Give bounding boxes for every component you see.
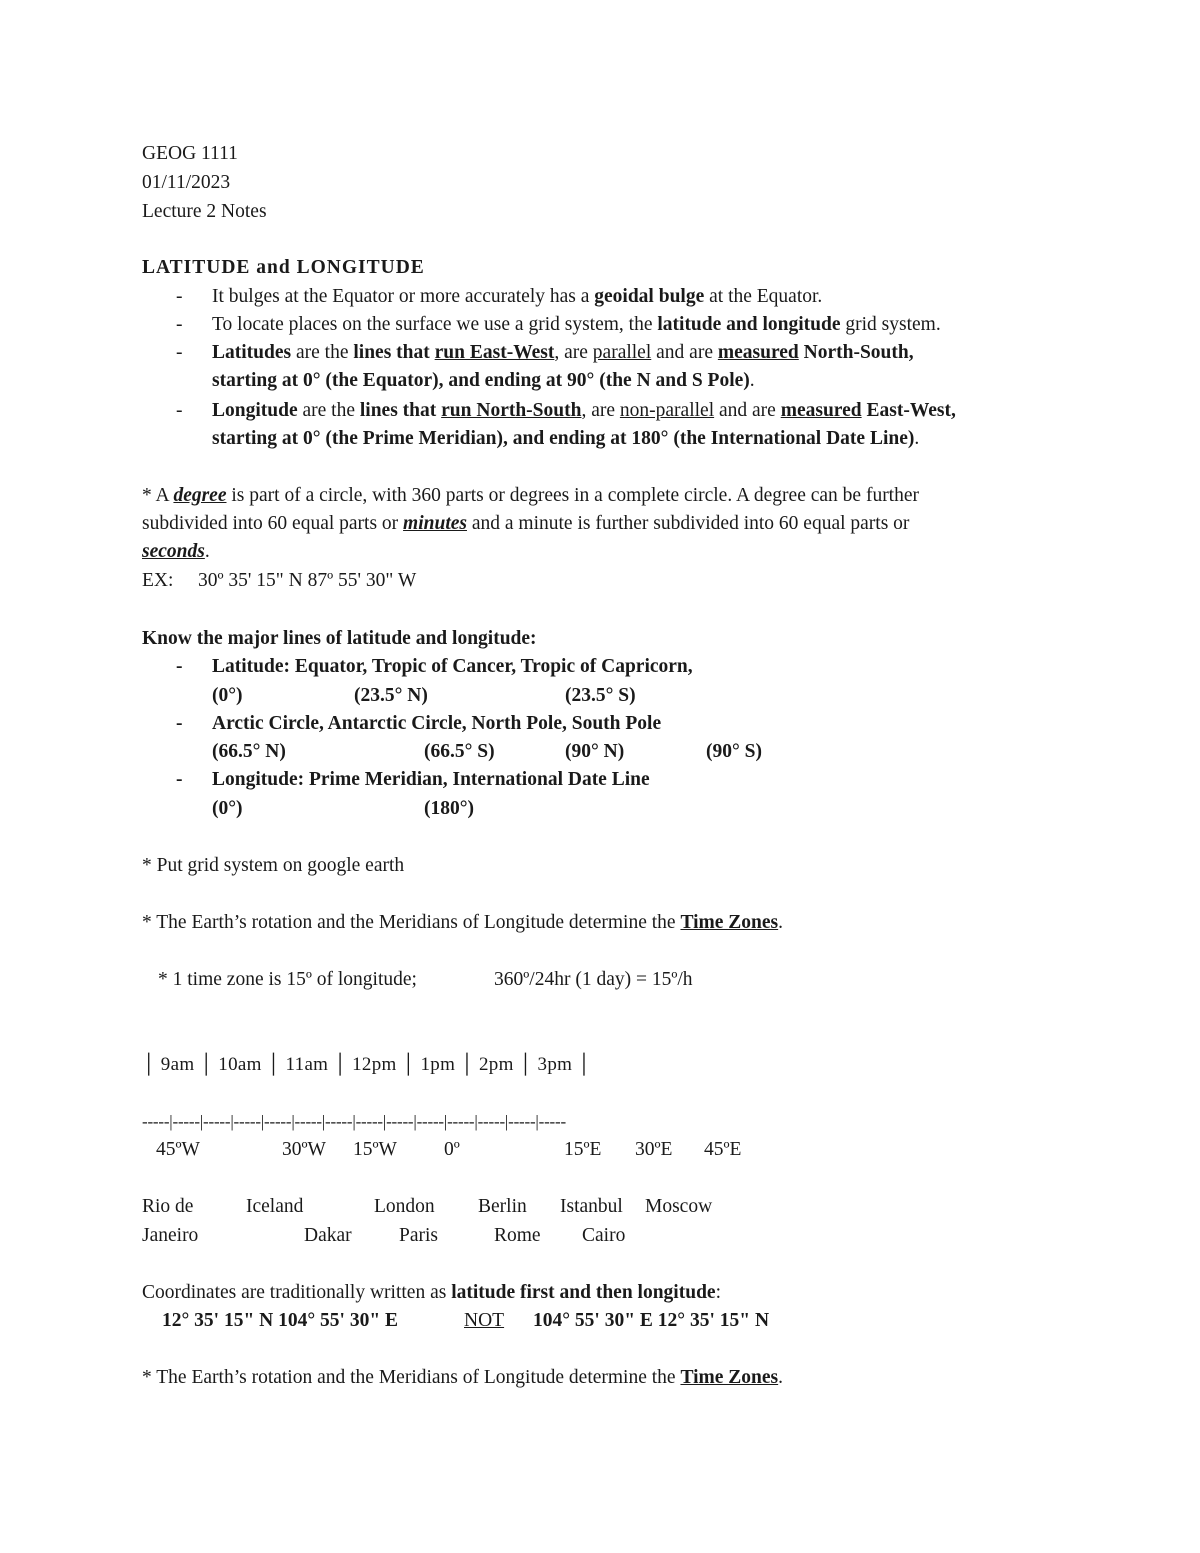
city-label: Rio de — [142, 1196, 194, 1217]
degree-note-line2: subdivided into 60 equal parts or minutes and a minute is further subdivided into 60 equal parts or — [142, 513, 910, 534]
coordinates-correct: 12° 35' 15" N 104° 55' 30" E — [162, 1310, 399, 1331]
city-label: Berlin — [478, 1196, 527, 1217]
value-north-pole: (90° N) — [565, 741, 625, 762]
time-zones-note-repeat: * The Earth’s rotation and the Meridians of Longitude determine the Time Zones. — [142, 1367, 784, 1388]
example-label: EX: — [142, 570, 174, 591]
time-zone-formula: 360º/24hr (1 day) = 15º/h — [494, 969, 693, 990]
bullet-latitudes: Latitudes are the lines that run East-West, are parallel and are measured North-South, — [212, 342, 914, 363]
coordinates-wrong: 104° 55' 30" E 12° 35' 15" N — [533, 1310, 770, 1331]
bullet-dash: - — [176, 342, 183, 363]
lecture-title: Lecture 2 Notes — [142, 201, 267, 222]
lon-label: 30ºE — [635, 1139, 673, 1160]
city-label: Dakar — [304, 1225, 352, 1246]
time-zones-note: * The Earth’s rotation and the Meridians of Longitude determine the Time Zones. — [142, 912, 784, 933]
lon-label: 30ºW — [282, 1139, 326, 1160]
section-heading-lat-long: LATITUDE and LONGITUDE — [142, 257, 425, 278]
bullet-grid-system: To locate places on the surface we use a grid system, the latitude and longitude grid system. — [212, 314, 941, 335]
bullet-dash: - — [176, 656, 183, 677]
city-label: Cairo — [582, 1225, 626, 1246]
value-south-pole: (90° S) — [706, 741, 763, 762]
city-label: Janeiro — [142, 1225, 199, 1246]
longitude-lines-row: Longitude: Prime Meridian, International Date Line — [212, 769, 650, 790]
time-zone-rule: * 1 time zone is 15º of longitude; — [158, 969, 417, 990]
course-code: GEOG 1111 — [142, 143, 238, 164]
lon-label: 0º — [444, 1139, 460, 1160]
degree-note-line3: seconds. — [142, 541, 210, 562]
city-label: Rome — [494, 1225, 541, 1246]
lecture-date: 01/11/2023 — [142, 172, 231, 193]
bullet-dash: - — [176, 286, 183, 307]
value-arctic: (66.5° N) — [212, 741, 286, 762]
example-coordinates: 30º 35' 15" N 87º 55' 30" W — [198, 570, 417, 591]
lon-label: 15ºE — [564, 1139, 602, 1160]
lon-label: 45ºE — [704, 1139, 742, 1160]
bullet-dash: - — [176, 400, 183, 421]
city-label: Istanbul — [560, 1196, 623, 1217]
latitude-lines-row: Latitude: Equator, Tropic of Cancer, Tropic of Capricorn, — [212, 656, 693, 677]
bullet-latitudes-line2: starting at 0° (the Equator), and ending at 90° (the N and S Pole). — [212, 370, 755, 391]
city-label: Moscow — [645, 1196, 713, 1217]
bullet-dash: - — [176, 713, 183, 734]
coordinates-not: NOT — [464, 1310, 505, 1331]
google-earth-note: * Put grid system on google earth — [142, 855, 405, 876]
value-tropic-cancer: (23.5° N) — [354, 685, 428, 706]
major-lines-heading: Know the major lines of latitude and longitude: — [142, 628, 537, 649]
bullet-dash: - — [176, 314, 183, 335]
value-tropic-capricorn: (23.5° S) — [565, 685, 636, 706]
bullet-longitude-line2: starting at 0° (the Prime Meridian), and ending at 180° (the International Date Line). — [212, 428, 920, 449]
value-date-line: (180°) — [424, 798, 475, 819]
degree-note-line1: * A degree is part of a circle, with 360 parts or degrees in a complete circle. A degree can be further — [142, 485, 919, 506]
city-label: Iceland — [246, 1196, 304, 1217]
value-prime-meridian: (0°) — [212, 798, 243, 819]
lon-label: 15ºW — [353, 1139, 397, 1160]
meridian-dash-row: -----|-----|-----|-----|-----|-----|-----|-----|-----|-----|-----|-----|-----|----- — [142, 1112, 566, 1131]
bullet-dash: - — [176, 769, 183, 790]
value-equator: (0°) — [212, 685, 243, 706]
city-label: Paris — [399, 1225, 438, 1246]
bullet-longitude: Longitude are the lines that run North-South, are non-parallel and are measured East-West, — [212, 400, 956, 421]
lon-label: 45ºW — [156, 1139, 200, 1160]
city-label: London — [374, 1196, 435, 1217]
value-antarctic: (66.5° S) — [424, 741, 495, 762]
coordinates-note: Coordinates are traditionally written as latitude first and then longitude: — [142, 1282, 721, 1303]
bullet-geoidal-bulge: It bulges at the Equator or more accurately has a geoidal bulge at the Equator. — [212, 286, 823, 307]
hours-row: │ 9am │ 10am │ 11am │ 12pm │ 1pm │ 2pm │ 3pm │ — [142, 1054, 592, 1075]
circles-poles-row: Arctic Circle, Antarctic Circle, North Pole, South Pole — [212, 713, 662, 734]
